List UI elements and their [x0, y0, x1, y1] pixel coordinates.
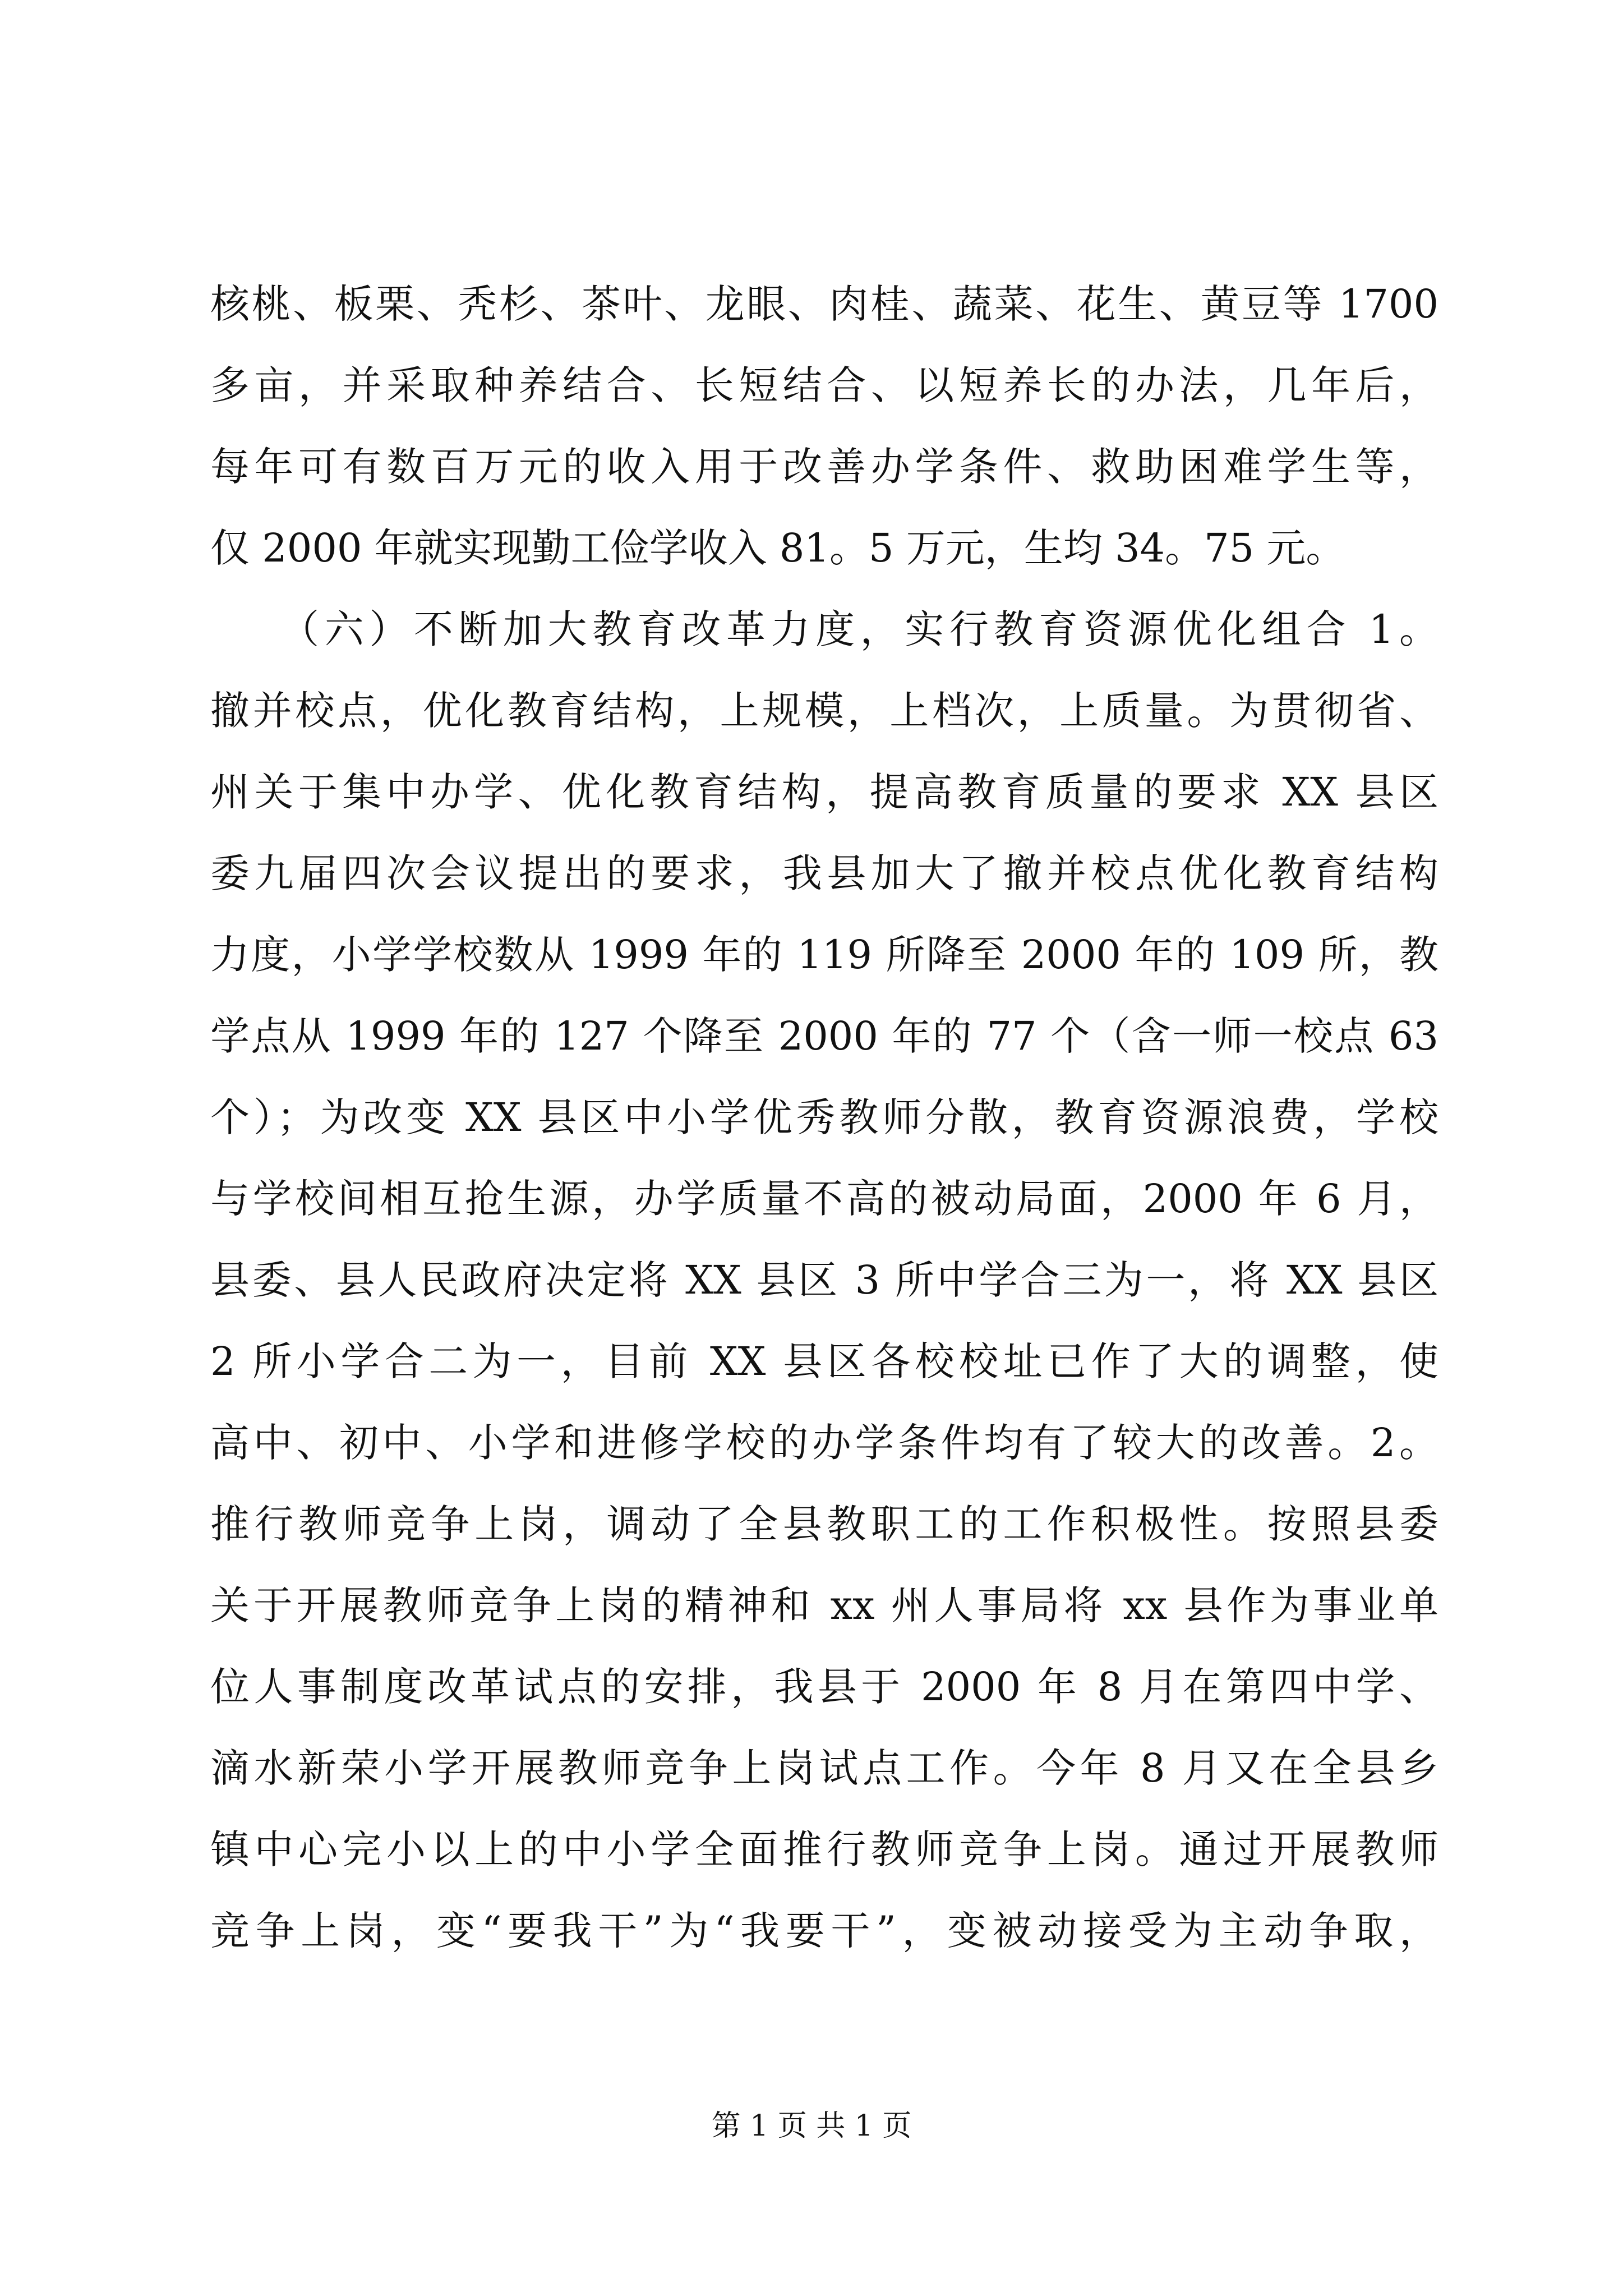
text-line: 仅 2000 年就实现勤工俭学收入 81。5 万元，生均 34。75 元。 — [210, 525, 1345, 571]
text-line: 多亩，并采取种养结合、长短结合、以短养长的办法，几年后， — [210, 362, 1438, 408]
text-line: 委九届四次会议提出的要求，我县加大了撤并校点优化教育结构 — [210, 850, 1438, 896]
text-line: 州关于集中办学、优化教育结构，提高教育质量的要求 XX 县区 — [210, 769, 1438, 815]
text-line: 镇中心完小以上的中小学全面推行教师竞争上岗。通过开展教师 — [210, 1826, 1438, 1872]
text-line: 核桃、板栗、秃杉、茶叶、龙眼、肉桂、蔬菜、花生、黄豆等 1700 — [210, 281, 1438, 327]
text-line: 县委、县人民政府决定将 XX 县区 3 所中学合三为一，将 XX 县区 — [210, 1257, 1438, 1303]
text-line: 位人事制度改革试点的安排，我县于 2000 年 8 月在第四中学、 — [210, 1664, 1438, 1710]
page-number-footer: 第 1 页 共 1 页 — [711, 2109, 912, 2143]
text-line: 个）；为改变 XX 县区中小学优秀教师分散，教育资源浪费，学校 — [210, 1094, 1438, 1140]
text-line: 撤并校点，优化教育结构，上规模，上档次，上质量。为贯彻省、 — [210, 688, 1438, 734]
body-text — [210, 264, 1438, 1972]
text-line: 力度，小学学校数从 1999 年的 119 所降至 2000 年的 109 所，教 — [210, 932, 1438, 978]
text-line: 关于开展教师竞争上岗的精神和 xx 州人事局将 xx 县作为事业单 — [210, 1582, 1438, 1628]
text-line: 高中、初中、小学和进修学校的办学条件均有了较大的改善。2。 — [210, 1420, 1438, 1466]
text-line: 推行教师竞争上岗，调动了全县教职工的工作积极性。按照县委 — [210, 1501, 1438, 1547]
paragraph-start-line: （六）不断加大教育改革力度，实行教育资源优化组合 1。 — [210, 606, 1438, 652]
text-line: 2 所小学合二为一，目前 XX 县区各校校址已作了大的调整，使 — [210, 1338, 1438, 1384]
text-line: 滴水新荣小学开展教师竞争上岗试点工作。今年 8 月又在全县乡 — [210, 1745, 1438, 1791]
text-line: 每年可有数百万元的收入用于改善办学条件、救助困难学生等， — [210, 444, 1438, 490]
text-line: 学点从 1999 年的 127 个降至 2000 年的 77 个（含一师一校点 63 — [210, 1013, 1438, 1059]
text-line: 竞争上岗，变“要我干”为“我要干”，变被动接受为主动争取， — [210, 1908, 1438, 1954]
text-line: 与学校间相互抢生源，办学质量不高的被动局面，2000 年 6 月， — [210, 1176, 1438, 1222]
